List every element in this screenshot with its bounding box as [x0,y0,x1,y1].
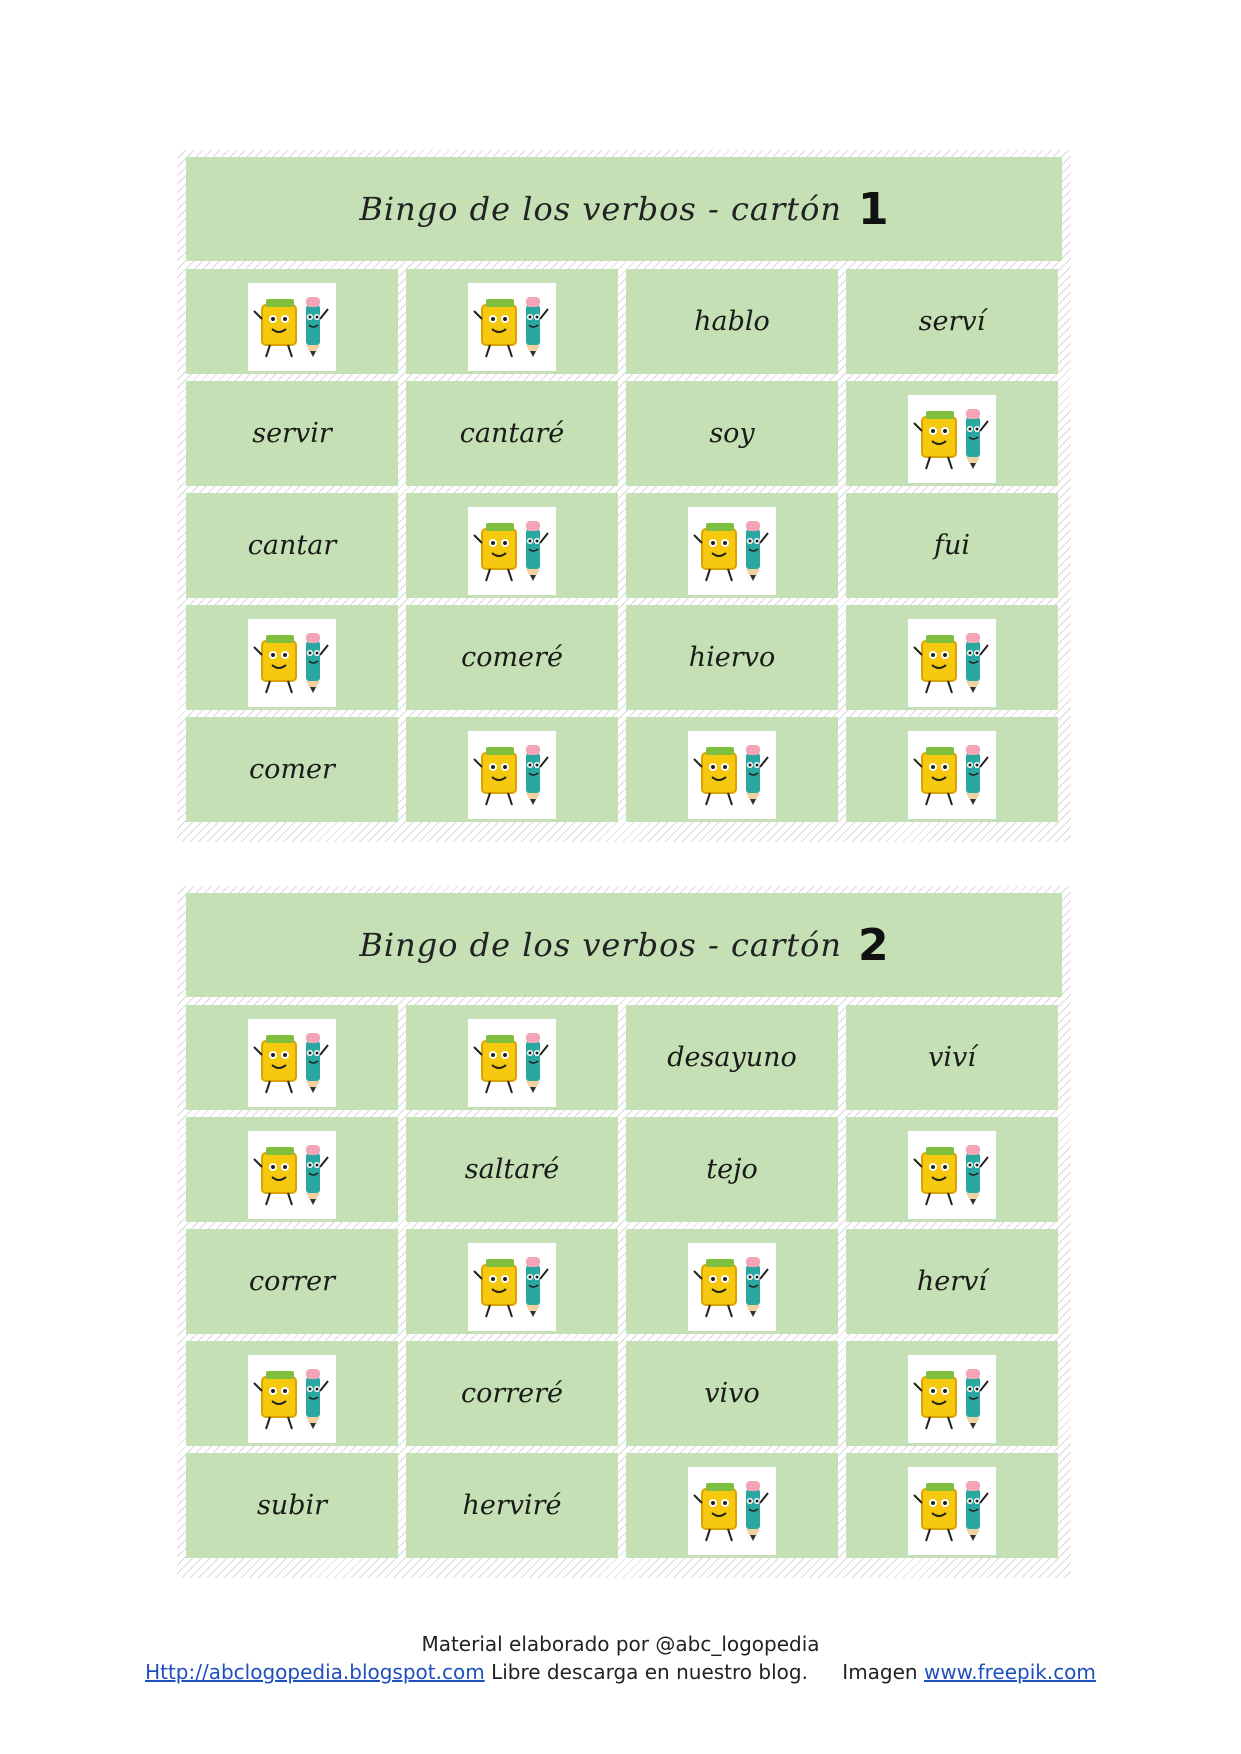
bingo-cell-word [406,605,618,710]
verb-word: correr [248,1266,336,1297]
bingo-cell-image [406,493,618,598]
bingo-cell-image [186,605,398,710]
bingo-cell-word [626,1117,838,1222]
verb-word: vivo [704,1378,760,1409]
book-and-pencil-characters-icon [688,731,776,819]
verb-word: servir [252,418,332,449]
book-and-pencil-characters-icon [908,1355,996,1443]
book-and-pencil-characters-icon [248,283,336,371]
book-and-pencil-characters-icon [908,1467,996,1555]
bingo-cell-image [406,269,618,374]
bingo-cell-image [186,1341,398,1446]
bingo-cell-image [186,269,398,374]
verb-word: comeré [461,642,563,673]
verb-word: hablo [694,306,770,337]
verb-word: tejo [706,1154,758,1185]
book-and-pencil-characters-icon [468,731,556,819]
bingo-cell-image [846,1453,1058,1558]
verb-word: cantaré [459,418,565,449]
book-and-pencil-characters-icon [908,619,996,707]
footer-credit-text: Material elaborado por @abc_logopedia [421,1632,820,1656]
bingo-cell-word [626,269,838,374]
bingo-cell-word [186,381,398,486]
bingo-cell-word [406,1117,618,1222]
book-and-pencil-characters-icon [468,1019,556,1107]
book-and-pencil-characters-icon [248,619,336,707]
book-and-pencil-characters-icon [248,1131,336,1219]
bingo-cell-image [626,1453,838,1558]
bingo-cell-word [626,1341,838,1446]
verb-word: desayuno [667,1042,797,1073]
bingo-cell-word [846,1229,1058,1334]
verb-word: fui [933,530,971,561]
verb-word: hiervo [688,642,776,673]
bingo-cell-word [626,1005,838,1110]
verb-word: herviré [462,1490,562,1521]
bingo-cell-word [186,493,398,598]
blog-link[interactable]: Http://abclogopedia.blogspot.com [145,1660,485,1684]
bingo-cell-word [846,1005,1058,1110]
verb-word: comer [249,754,335,785]
bingo-cell-word [186,717,398,822]
book-and-pencil-characters-icon [688,1243,776,1331]
bingo-cell-image [846,1341,1058,1446]
book-and-pencil-characters-icon [908,731,996,819]
book-and-pencil-characters-icon [908,395,996,483]
bingo-cell-word [406,1453,618,1558]
bingo-cell-word [406,381,618,486]
book-and-pencil-characters-icon [248,1019,336,1107]
verb-word: soy [709,418,755,449]
book-and-pencil-characters-icon [248,1355,336,1443]
bingo-card-1 [177,150,1071,842]
card-title-text: Bingo de los verbos - cartón [359,190,842,228]
bingo-cell-image [626,493,838,598]
bingo-cell-image [626,1229,838,1334]
bingo-cell-image [846,1117,1058,1222]
bingo-cell-image [406,1005,618,1110]
bingo-cell-image [846,381,1058,486]
bingo-cell-word [846,269,1058,374]
verb-word: correré [460,1378,564,1409]
image-credit-label: Imagen [842,1660,918,1684]
bingo-cell-word [626,605,838,710]
bingo-cell-word [626,381,838,486]
verb-word: cantar [247,530,337,561]
footer-links [0,1660,1241,1684]
bingo-cell-image [846,605,1058,710]
verb-word: saltaré [464,1154,560,1185]
book-and-pencil-characters-icon [688,507,776,595]
card-title [186,893,1062,997]
book-and-pencil-characters-icon [908,1131,996,1219]
card-title-text: Bingo de los verbos - cartón [359,926,842,964]
freepik-link[interactable]: www.freepik.com [923,1660,1096,1684]
bingo-cell-image [186,1005,398,1110]
bingo-cell-image [406,1229,618,1334]
verb-word: herví [916,1266,988,1297]
verb-word: viví [928,1042,976,1073]
card-number: 1 [858,183,889,235]
bingo-cell-image [846,717,1058,822]
bingo-cell-word [846,493,1058,598]
bingo-cell-image [186,1117,398,1222]
bingo-cell-word [406,1341,618,1446]
bingo-cell-word [186,1453,398,1558]
card-title [186,157,1062,261]
verb-word: subir [256,1490,328,1521]
footer-credit [0,1632,1241,1656]
download-text: Libre descarga en nuestro blog. [491,1660,808,1684]
bingo-cell-image [626,717,838,822]
bingo-cell-image [406,717,618,822]
card-number: 2 [858,919,889,971]
bingo-card-2 [177,886,1071,1578]
book-and-pencil-characters-icon [688,1467,776,1555]
verb-word: serví [918,306,986,337]
book-and-pencil-characters-icon [468,283,556,371]
book-and-pencil-characters-icon [468,507,556,595]
book-and-pencil-characters-icon [468,1243,556,1331]
bingo-cell-word [186,1229,398,1334]
